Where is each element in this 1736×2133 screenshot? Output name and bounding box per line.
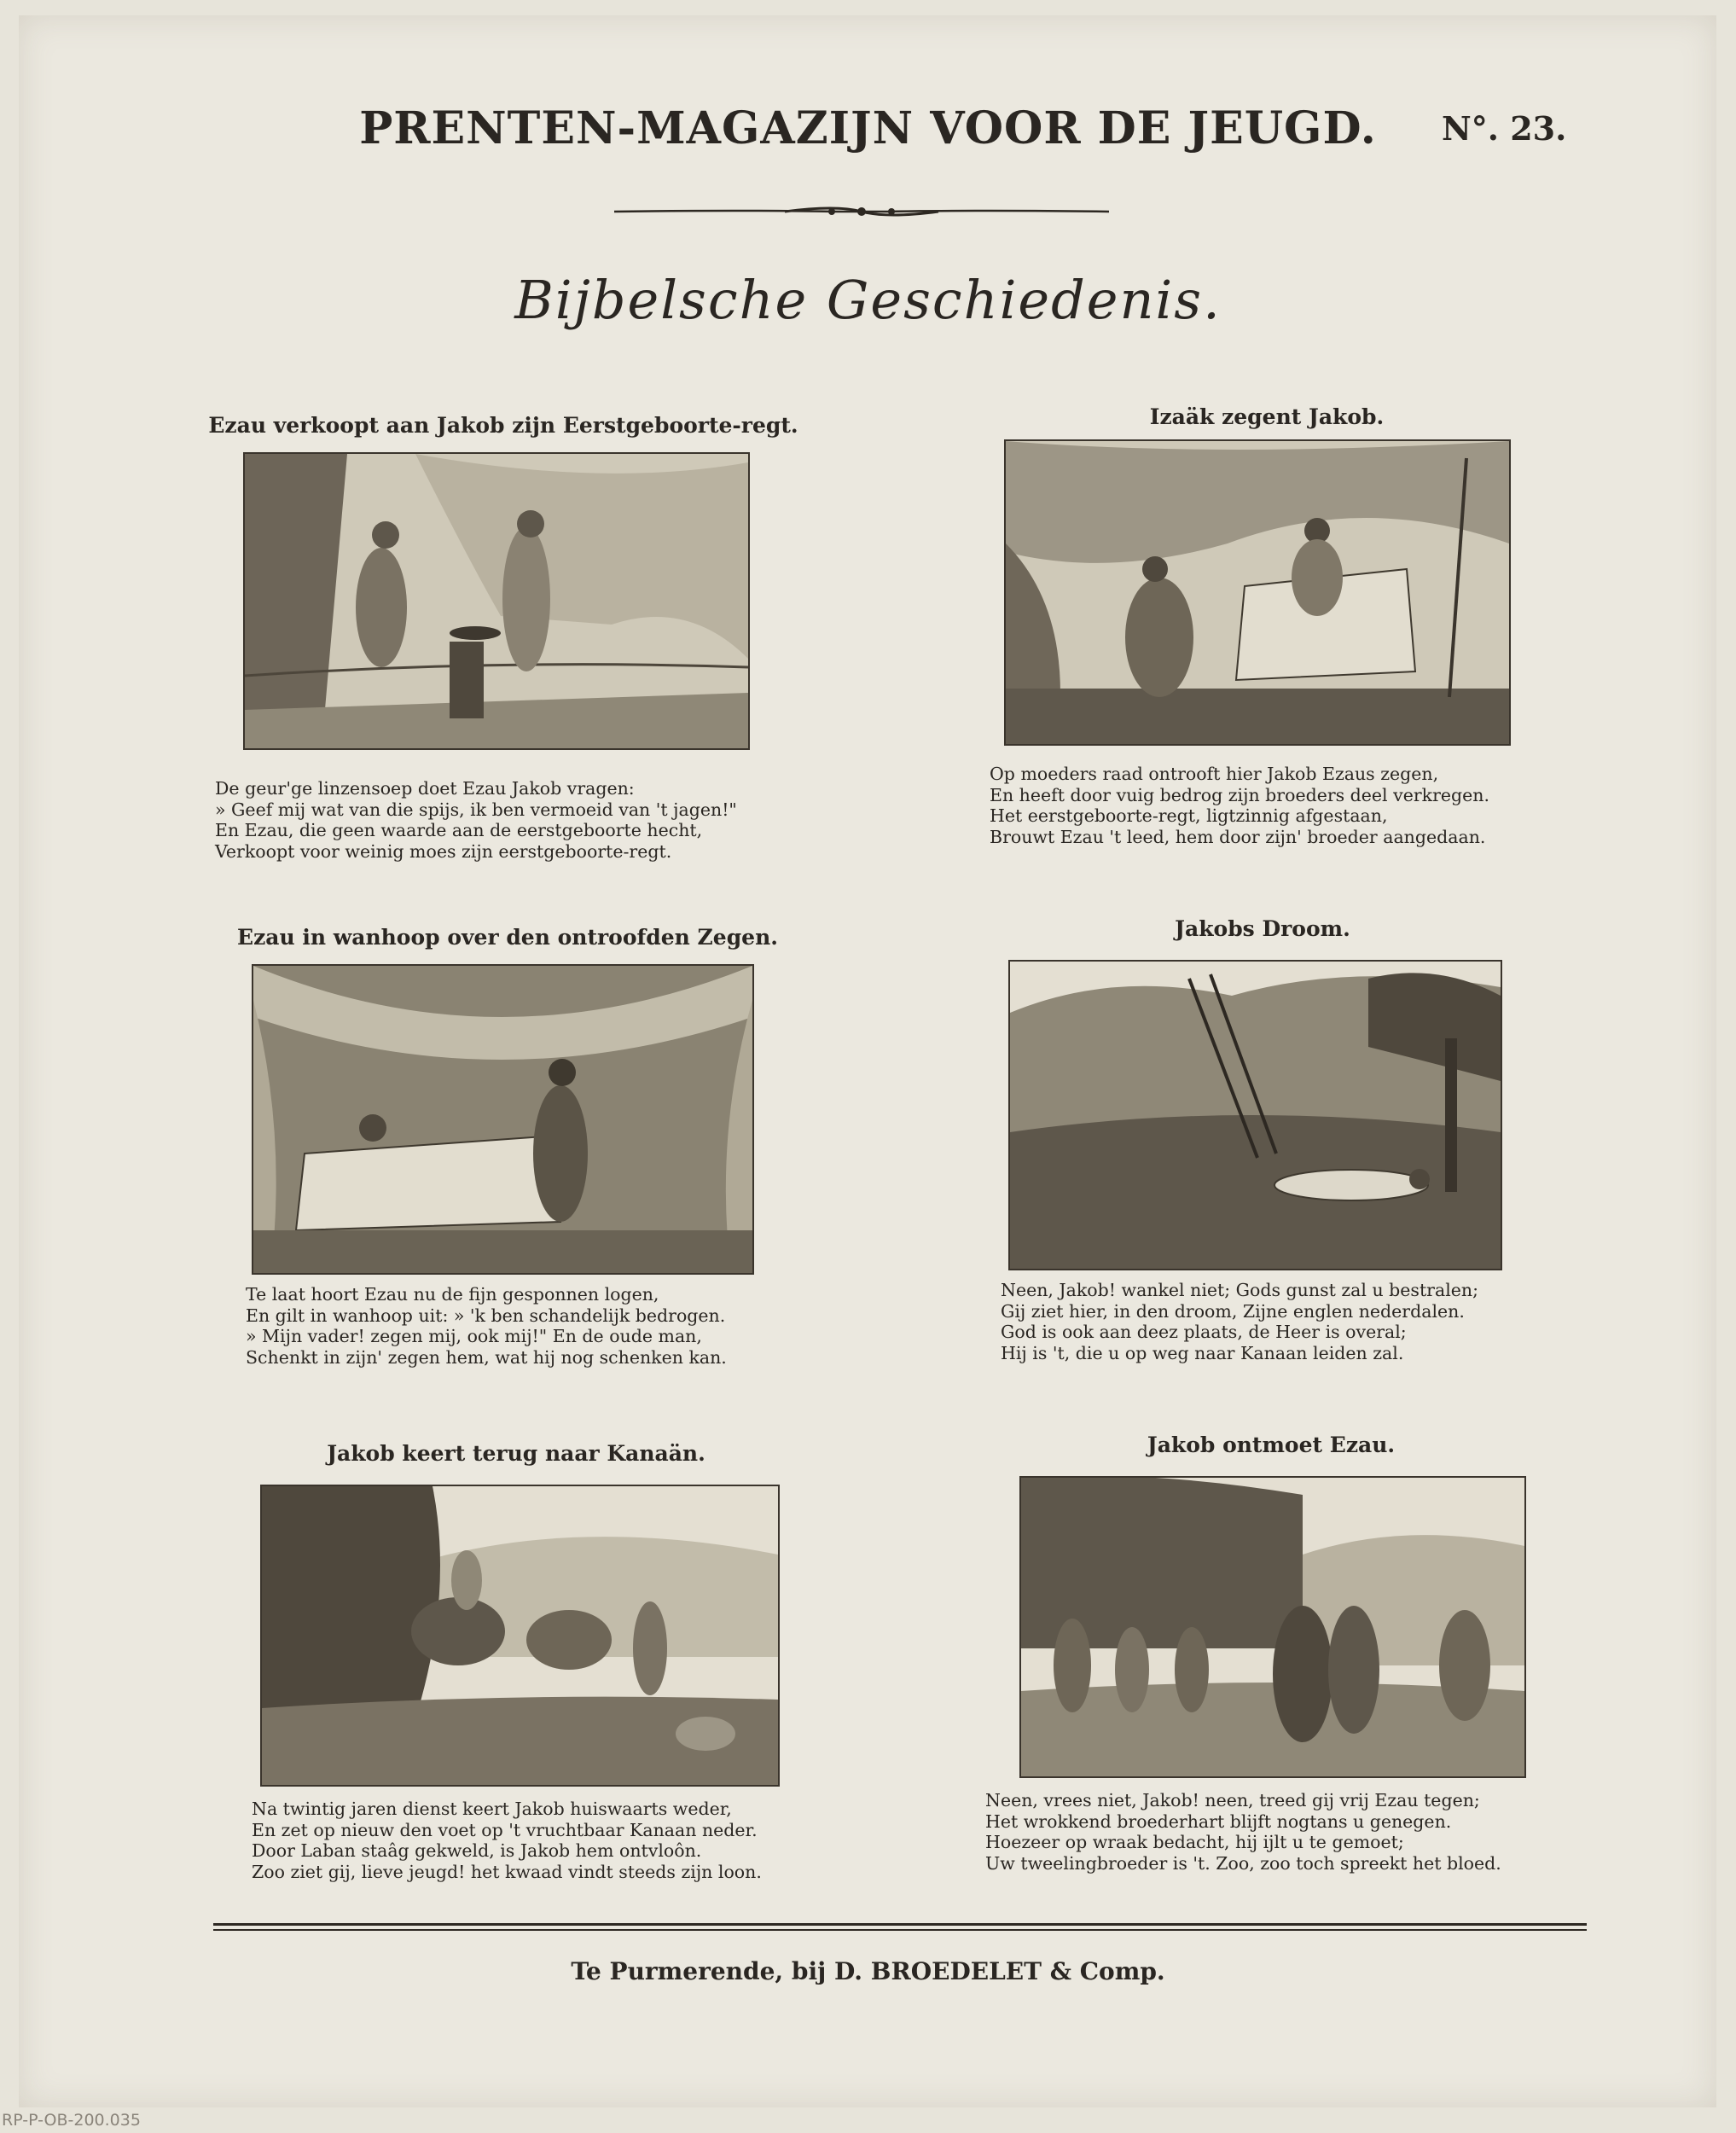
woodcut-illustration	[243, 452, 750, 750]
panel-verse	[1001, 1280, 1478, 1363]
verse-line: De geur'ge linzensoep doet Ezau Jakob vragen:	[215, 778, 635, 799]
verse-line: En heeft door vuig bedrog zijn broeders deel verkregen.	[990, 784, 1489, 805]
panel-title: Jakobs Droom.	[1175, 916, 1350, 941]
verse-line: Door Laban staâg gekweld, is Jakob hem ontvloôn.	[252, 1840, 702, 1861]
footer-rule-top	[213, 1923, 1587, 1926]
panel-jakob-ontmoet-ezau	[981, 1429, 1561, 1890]
verse-line: Het wrokkend broederhart blijft nogtans u genegen.	[985, 1810, 1452, 1832]
verse-line: Gij ziet hier, in den droom, Zijne englen nederdalen.	[1001, 1300, 1465, 1322]
masthead-title: PRENTEN-MAGAZIJN VOOR DE JEUGD.	[359, 102, 1377, 154]
woodcut-illustration	[1008, 960, 1502, 1270]
panel-verse	[252, 1799, 762, 1882]
panel-verse	[215, 778, 737, 862]
section-subtitle: Bijbelsche Geschiedenis.	[514, 269, 1222, 331]
woodcut-illustration	[252, 964, 754, 1275]
verse-line: » Geef mij wat van die spijs, ik ben vermoeid van 't jagen!"	[215, 799, 737, 820]
panel-izaak-zegent	[985, 401, 1548, 853]
inventory-number: RP-P-OB-200.035	[2, 2111, 141, 2130]
verse-line: God is ook aan deez plaats, de Heer is overal;	[1001, 1322, 1407, 1342]
panel-title: Ezau in wanhoop over den ontroofden Zegen.	[237, 925, 778, 950]
verse-line: Hoezeer op wraak bedacht, hij ijlt u te gemoet;	[985, 1832, 1404, 1852]
verse-line: En gilt in wanhoop uit: » 'k ben schandelijk bedrogen.	[246, 1305, 726, 1326]
verse-line: Brouwt Ezau 't leed, hem door zijn' broeder aangedaan.	[990, 826, 1486, 847]
verse-line: Verkoopt voor weinig moes zijn eerstgeboorte-regt.	[215, 840, 672, 862]
panel-verse	[990, 764, 1489, 847]
panel-title: Izaäk zegent Jakob.	[1149, 404, 1385, 429]
verse-line: Te laat hoort Ezau nu de fijn gesponnen logen,	[246, 1284, 659, 1305]
panel-title: Jakob ontmoet Ezau.	[1147, 1433, 1396, 1457]
verse-line: Schenkt in zijn' zegen hem, wat hij nog schenken kan.	[246, 1346, 727, 1368]
verse-line: Het eerstgeboorte-regt, ligtzinnig afgestaan,	[990, 805, 1388, 826]
woodcut-illustration	[260, 1485, 780, 1787]
panel-title: Ezau verkoopt aan Jakob zijn Eerstgeboorte-regt.	[208, 413, 798, 438]
verse-line: » Mijn vader! zegen mij, ook mij!" En de oude man,	[246, 1326, 702, 1346]
panel-verse	[985, 1790, 1501, 1874]
verse-line: Op moeders raad ontrooft hier Jakob Ezaus zegen,	[990, 764, 1439, 784]
panel-ezau-verkoopt	[196, 410, 810, 862]
verse-line: En zet op nieuw den voet op 't vruchtbaar Kanaan neder.	[252, 1819, 758, 1840]
panel-jakob-keert-terug	[218, 1438, 815, 1898]
ornament-divider-icon	[614, 201, 1109, 222]
panel-verse	[246, 1284, 727, 1368]
verse-line: Uw tweelingbroeder is 't. Zoo, zoo toch spreekt het bloed.	[985, 1852, 1501, 1874]
publisher-imprint: Te Purmerende, bij D. BROEDELET & Comp.	[571, 1957, 1165, 1985]
verse-line: Neen, vrees niet, Jakob! neen, treed gij vrij Ezau tegen;	[985, 1790, 1480, 1810]
woodcut-illustration	[1019, 1476, 1526, 1778]
verse-line: Zoo ziet gij, lieve jeugd! het kwaad vindt steeds zijn loon.	[252, 1861, 762, 1882]
panel-ezau-wanhoop	[218, 921, 798, 1374]
verse-line: En Ezau, die geen waarde aan de eerstgeboorte hecht,	[215, 820, 703, 840]
issue-number: N°. 23.	[1442, 109, 1567, 148]
verse-line: Hij is 't, die u op weg naar Kanaan leiden zal.	[1001, 1342, 1404, 1363]
woodcut-illustration	[1004, 439, 1511, 746]
footer-rule-bottom	[213, 1929, 1587, 1931]
panel-title: Jakob keert terug naar Kanaän.	[327, 1441, 705, 1466]
verse-line: Na twintig jaren dienst keert Jakob huiswaarts weder,	[252, 1799, 732, 1819]
panel-jakobs-droom	[981, 913, 1544, 1374]
verse-line: Neen, Jakob! wankel niet; Gods gunst zal u bestralen;	[1001, 1280, 1478, 1300]
